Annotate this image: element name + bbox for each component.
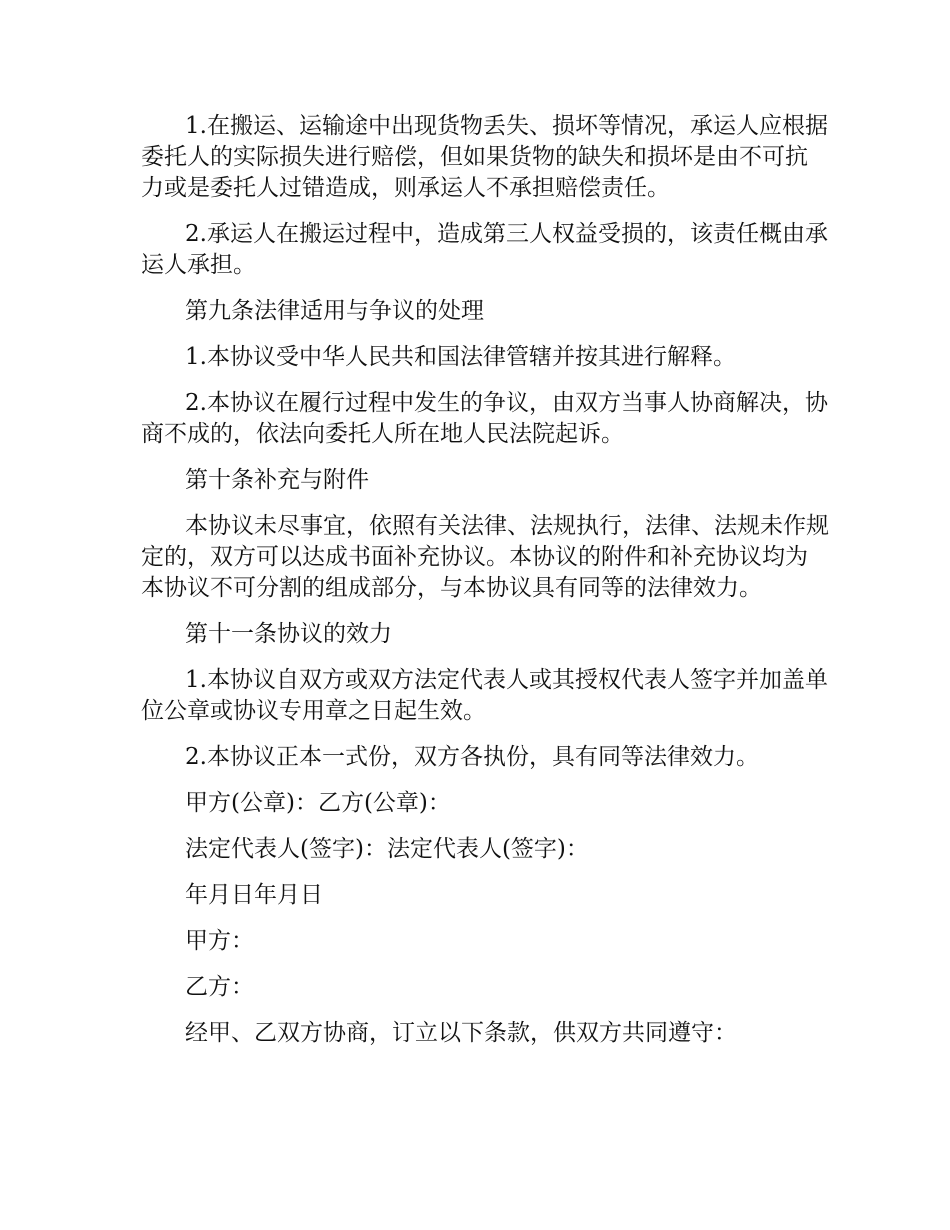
signature-seal-line: 甲方(公章)：乙方(公章)：	[185, 790, 451, 816]
party-a-line: 甲方：	[185, 928, 254, 954]
paragraph-effective-date: 1.本协议自双方或双方法定代表人或其授权代表人签字并加盖单位公章或协议专用章之日起生效。	[141, 667, 828, 724]
paragraph-third-party-liability: 2.承运人在搬运过程中，造成第三人权益受损的，该责任概由承运人承担。	[141, 221, 828, 278]
paragraph-supplement: 本协议未尽事宜，依照有关法律、法规执行，法律、法规未作规定的，双方可以达成书面补充协议。本协议的附件和补充协议均为本协议不可分割的组成部分，与本协议具有同等的法律效力。	[141, 513, 829, 601]
paragraph-governing-law: 1.本协议受中华人民共和国法律管辖并按其进行解释。	[185, 344, 736, 370]
signature-representative-line: 法定代表人(签字)：法定代表人(签字)：	[185, 836, 589, 862]
party-b-line: 乙方：	[185, 974, 254, 1000]
paragraph-copies: 2.本协议正本一式份，双方各执份，具有同等法律效力。	[185, 744, 759, 770]
paragraph-compensation-loss: 1.在搬运、运输途中出现货物丢失、损坏等情况，承运人应根据委托人的实际损失进行赔偿，但如果货物的缺失和损坏是由不可抗力或是委托人过错造成，则承运人不承担赔偿责任。	[141, 113, 828, 201]
document-body	[141, 111, 829, 1064]
heading-article-9: 第九条法律适用与争议的处理	[185, 298, 484, 324]
agreement-intro: 经甲、乙双方协商，订立以下条款，供双方共同遵守：	[185, 1020, 737, 1046]
signature-date-line: 年月日年月日	[185, 882, 323, 908]
heading-article-10: 第十条补充与附件	[185, 467, 369, 493]
paragraph-dispute-resolution: 2.本协议在履行过程中发生的争议，由双方当事人协商解决，协商不成的，依法向委托人所在地人民法院起诉。	[141, 390, 828, 447]
heading-article-11: 第十一条协议的效力	[185, 621, 392, 647]
